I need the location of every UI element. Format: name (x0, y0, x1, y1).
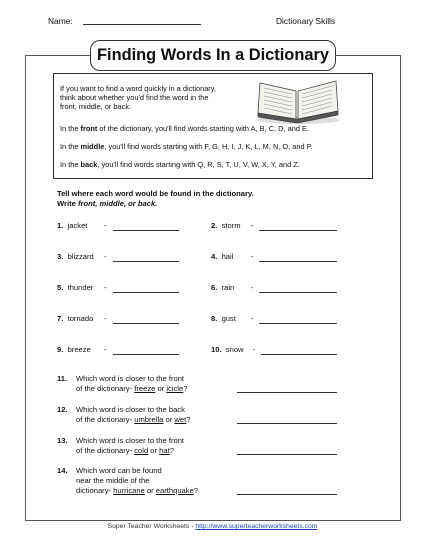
page-title: Finding Words In a Dictionary (90, 40, 336, 71)
word-item-8: 8. gust (211, 314, 236, 323)
intro-line-3: front, middle, or back. (60, 102, 132, 111)
footer: Super Teacher Worksheets - http://www.superteacherworksheets.com (107, 523, 318, 530)
dash: - (104, 345, 107, 354)
subject-label: Dictionary Skills (276, 16, 336, 26)
dash: - (251, 314, 254, 323)
question-11: 11. Which word is closer to the front of the dictionary- freeze or icicle? (57, 374, 188, 393)
word-item-9: 9. breeze (57, 345, 91, 354)
instructions-line-2: Write front, middle, or back. (57, 199, 158, 208)
word-item-6: 6. rain (211, 283, 235, 292)
answer-blank-1[interactable] (113, 230, 179, 231)
answer-blank-10[interactable] (261, 354, 337, 355)
question-13: 13. Which word is closer to the front of the dictionary- cold or hat? (57, 436, 185, 455)
answer-blank-2[interactable] (259, 230, 337, 231)
intro-line-1: If you want to find a word quickly in a dictionary, (60, 84, 216, 93)
answer-blank-9[interactable] (113, 354, 179, 355)
question-12: 12. Which word is closer to the back of the dictionary- umbrella or wet? (57, 405, 191, 424)
word-item-7: 7. tornado (57, 314, 94, 323)
dash: - (104, 314, 107, 323)
word-item-4: 4. hail (211, 252, 234, 261)
word-item-2: 2. storm (211, 221, 241, 230)
answer-blank-7[interactable] (113, 323, 179, 324)
name-field[interactable] (83, 24, 201, 25)
dash: - (251, 283, 254, 292)
name-label: Name: (48, 16, 73, 26)
word-item-5: 5. thunder (57, 283, 94, 292)
intro-line-2: think about whether you'd find the word in the (60, 93, 209, 102)
front-rule: In the front of the dictionary, you'll find words starting with A, B, C, D, and E. (60, 124, 309, 133)
answer-blank-8[interactable] (259, 323, 337, 324)
footer-link[interactable]: http://www.superteacherworksheets.com (195, 523, 318, 530)
answer-blank-12[interactable] (237, 423, 337, 424)
dash: - (104, 283, 107, 292)
answer-blank-11[interactable] (237, 392, 337, 393)
dash: - (104, 221, 107, 230)
question-14: 14. Which word can be found near the middle of the dictionary- hurricane or earthquake? (57, 466, 199, 495)
answer-blank-6[interactable] (259, 292, 337, 293)
answer-blank-4[interactable] (259, 261, 337, 262)
back-rule: In the back, you'll find words starting with Q, R, S, T, U, V, W, X, Y, and Z. (60, 160, 300, 169)
dash: - (253, 345, 256, 354)
answer-blank-5[interactable] (113, 292, 179, 293)
middle-rule: In the middle, you'll find words starting with F, G, H, I, J, K, L, M, N, O, and P. (60, 142, 313, 151)
instructions-line-1: Tell where each word would be found in the dictionary. (57, 189, 254, 198)
word-item-10: 10. snow (211, 345, 244, 354)
dash: - (104, 252, 107, 261)
word-item-1: 1. jacket (57, 221, 88, 230)
answer-blank-13[interactable] (237, 454, 337, 455)
dictionary-illustration-icon (252, 73, 344, 125)
word-item-3: 3. blizzard (57, 252, 94, 261)
dash: - (251, 221, 254, 230)
dash: - (251, 252, 254, 261)
answer-blank-14[interactable] (237, 494, 337, 495)
answer-blank-3[interactable] (113, 261, 179, 262)
